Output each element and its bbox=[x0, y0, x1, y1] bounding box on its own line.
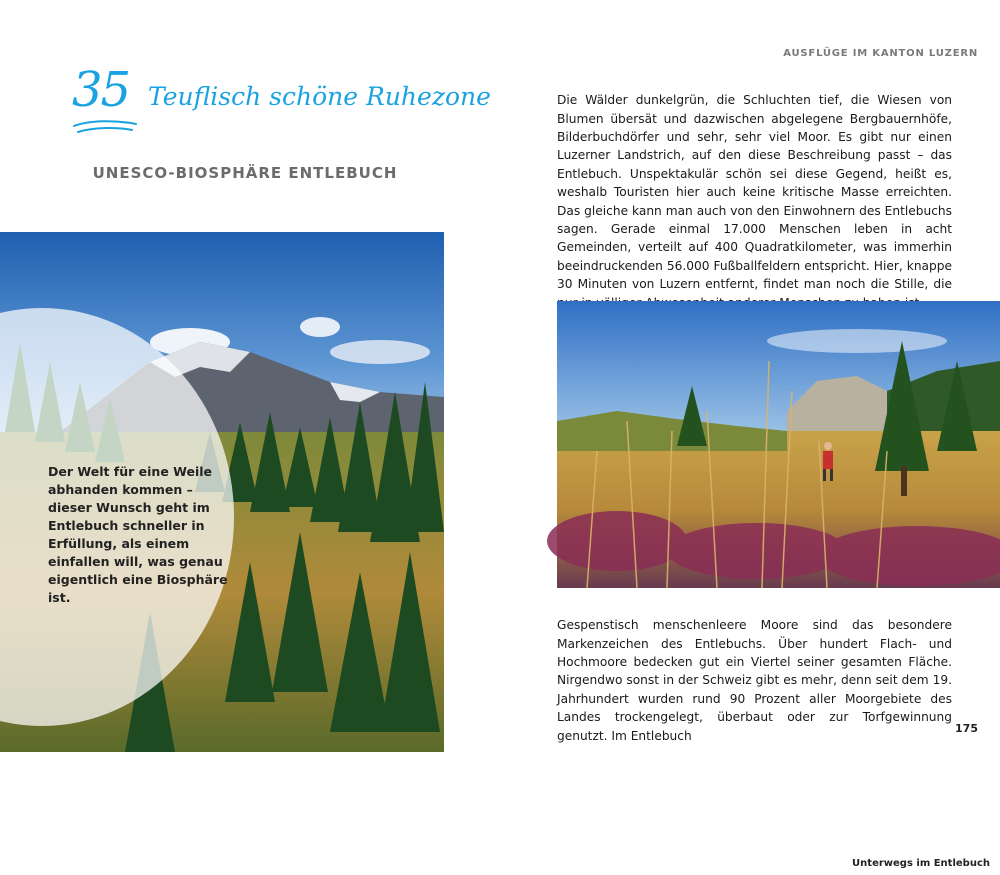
chapter-number-swash bbox=[70, 116, 140, 138]
photo-hiker-illustration bbox=[557, 301, 1000, 588]
body-paragraph-1: Die Wälder dunkelgrün, die Schluchten tief, die Wiesen von Blumen übersät und dazwischen abgelegene Bergbauernhöfe, Bilderbuchdörfer und sehr, sehr viel Moor. Es gibt nur einen Luzerner Landstrich, auf den diese Beschreibung passt – das Entlebuch. Unspektakulär schön sei diese Gegend, heißt es, weshalb Touristen hier auch keine kritische Masse erreichten. Das gleiche kann man auch von den Einwohnern des Entlebuchs sagen. Gerade einmal 17.000 Menschen leben in acht Gemeinden, verteilt auf 400 Quadratkilometer, was immerhin beeindruckenden 56.000 Fußballfeldern entspricht. Hier, knappe 30 Minuten von Luzern entfernt, findet man noch die Stille, die bbox=[557, 93, 952, 292]
page-number: 175 bbox=[955, 722, 978, 735]
hero-caption: Der Welt für eine Weile abhanden kommen – dieser Wunsch geht im Entlebuch schneller in Erfüllung, als einem einfallen will, was genau eigentlich eine Biosphäre ist. bbox=[48, 464, 228, 605]
chapter-title: Teuflisch schöne Ruhezone bbox=[148, 82, 491, 111]
right-page bbox=[500, 0, 1000, 869]
body-paragraph-2: Gespenstisch menschenleere Moore sind das besondere Markenzeichen des Entlebuchs. Über hundert Flach- und Hochmoore bedecken gut ein Viertel seiner gesamten Fläche. Nirgendwo sonst in der Schweiz gibt es mehr, denn seit dem 19. Jahrhundert wurden rund 90 Prozent aller Moorgebiete des Landes trockengelegt, überbaut oder zur Torfgewinnung genutzt. Im Entlebuch bbox=[557, 618, 952, 743]
running-head: AUSFLÜGE IM KANTON LUZERN bbox=[783, 48, 978, 59]
photo-caption: Unterwegs im Entlebuch bbox=[844, 853, 1000, 875]
left-page bbox=[0, 0, 500, 800]
chapter-subtitle: UNESCO-BIOSPHÄRE ENTLEBUCH bbox=[92, 164, 398, 182]
chapter-number: 35 bbox=[72, 62, 130, 118]
